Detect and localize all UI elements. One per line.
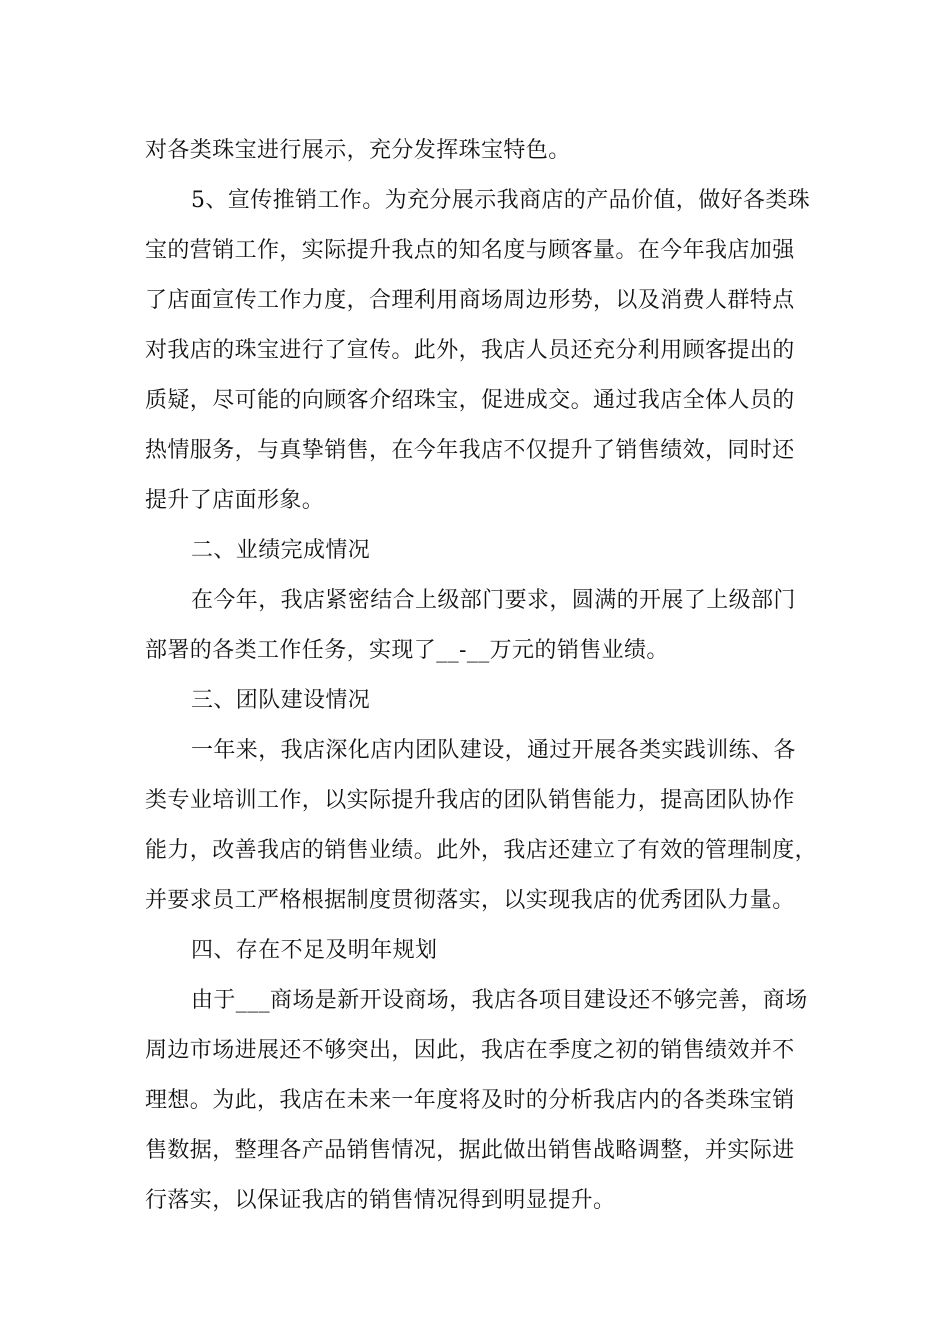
- body-line: 售数据，整理各产品销售情况，据此做出销售战略调整，并实际进: [145, 1138, 795, 1163]
- body-line: 并要求员工严格根据制度贯彻落实，以实现我店的优秀团队力量。: [145, 888, 795, 913]
- body-line: 宝的营销工作，实际提升我点的知名度与顾客量。在今年我店加强: [145, 238, 795, 263]
- section-heading-shortcomings: 四、存在不足及明年规划: [191, 938, 438, 963]
- body-line: 部署的各类工作任务，实现了__-__万元的销售业绩。: [145, 638, 669, 663]
- body-line: 周边市场进展还不够突出，因此，我店在季度之初的销售绩效并不: [145, 1038, 795, 1063]
- body-line: 了店面宣传工作力度，合理利用商场周边形势，以及消费人群特点: [145, 288, 795, 313]
- body-line: 热情服务，与真挚销售，在今年我店不仅提升了销售绩效，同时还: [145, 438, 795, 463]
- body-line: 质疑，尽可能的向顾客介绍珠宝，促进成交。通过我店全体人员的: [145, 388, 795, 413]
- section-5-heading-line: 5、宣传推销工作。为充分展示我商店的产品价值，做好各类珠: [191, 188, 811, 213]
- body-line: 提升了店面形象。: [145, 488, 325, 513]
- body-line: 由于___商场是新开设商场，我店各项目建设还不够完善，商场: [191, 988, 808, 1013]
- body-line: 对各类珠宝进行展示，充分发挥珠宝特色。: [145, 138, 571, 163]
- body-line: 在今年，我店紧密结合上级部门要求，圆满的开展了上级部门: [191, 588, 796, 613]
- body-line: 类专业培训工作，以实际提升我店的团队销售能力，提高团队协作: [145, 788, 795, 813]
- body-line: 行落实，以保证我店的销售情况得到明显提升。: [145, 1188, 616, 1213]
- section-heading-team: 三、团队建设情况: [191, 688, 371, 713]
- body-line: 对我店的珠宝进行了宣传。此外，我店人员还充分利用顾客提出的: [145, 338, 795, 363]
- body-line: 能力，改善我店的销售业绩。此外，我店还建立了有效的管理制度，: [145, 838, 818, 863]
- section-heading-performance: 二、业绩完成情况: [191, 538, 371, 563]
- body-line: 一年来，我店深化店内团队建设，通过开展各类实践训练、各: [191, 738, 796, 763]
- body-line: 理想。为此，我店在未来一年度将及时的分析我店内的各类珠宝销: [145, 1088, 795, 1113]
